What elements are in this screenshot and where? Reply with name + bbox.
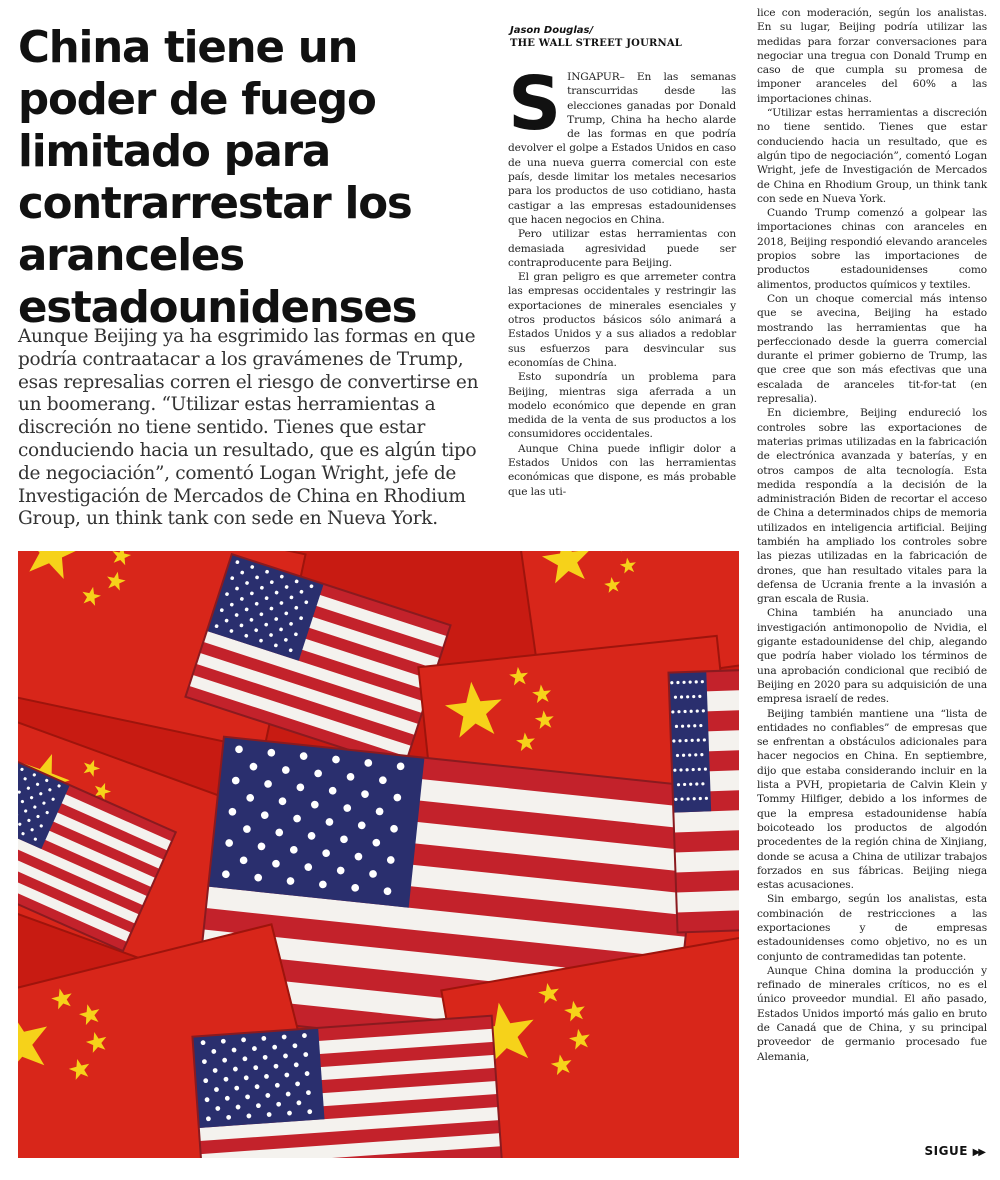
- paragraph: lice con moderación, según los analistas. En su lugar, Beijing podría utilizar las medidas para forzar conversaciones para negociar una tregua con Donald Trump en caso de que cumpla su promesa de imponer aranceles del 60% a las importaciones chinas.: [757, 7, 987, 105]
- article-column-1: [508, 61, 736, 499]
- flags-illustration: [18, 551, 739, 1158]
- continue-label: SIGUE: [924, 1144, 968, 1158]
- paragraph: En diciembre, Beijing endureció los controles sobre las exportaciones de materias primas utilizadas en la fabricación de electrónica avanzada y baterías, y en otros campos de alta tecnología. Esta medida respondía a la decisión de la administración Biden de recortar el acceso de China a determinados chips de memoria utilizados en inteligencia artificial. Beijing también ha ampliado los controles sobre las piezas utilizadas en la fabricación de drones, que han resultado vitales para la defensa de Ucrania frente a la invasión a gran escala de Rusia.: [757, 407, 987, 606]
- paragraph: INGAPUR– En las semanas transcurridas desde las elecciones ganadas por Donald Trump, China ha hecho alarde de las formas en que podría devolver el golpe a Estados Unidos en caso de una nueva guerra comercial con este país, desde limitar los metales necesarios para los productos de uso cotidiano, hasta castigar a las empresas estadounidenses que hacen negocios en China.: [508, 71, 736, 226]
- usa-flag: [192, 1016, 503, 1158]
- paragraph: Cuando Trump comenzó a golpear las importaciones chinas con aranceles en 2018, Beijing respondió elevando aranceles propios sobre las importaciones de productos estadounidenses como alimentos, productos químicos y textiles.: [757, 207, 987, 291]
- paragraph: “Utilizar estas herramientas a discreción no tiene sentido. Tienes que estar conduciendo hacia un resultado, que es algún tipo de negociación”, comentó Logan Wright, jefe de Investigación de Mercados de China en Rhodium Group, un think tank con sede en Nueva York.: [757, 107, 987, 205]
- paragraph: Con un choque comercial más intenso que se avecina, Beijing ha estado mostrando las herramientas que ha perfeccionado desde la guerra comercial durante el primer gobierno de Trump, las que cree que son más efectivas que una escalada de aranceles tit-for-tat (en represalia).: [757, 292, 987, 406]
- paragraph: Pero utilizar estas herramientas con demasiada agresividad puede ser contraproducente para Beijing.: [508, 228, 736, 269]
- flags-photo: [18, 551, 739, 1158]
- continue-indicator: [925, 1144, 984, 1158]
- paragraph: Aunque China puede infligir dolor a Estados Unidos con las herramientas económicas que dispone, es más probable que las uti-: [508, 442, 736, 498]
- byline: [510, 24, 730, 50]
- article-column-2: [757, 6, 987, 1064]
- paragraph: El gran peligro es que arremeter contra las empresas occidentales y restringir las exportaciones de minerales esenciales y otros productos básicos sólo animará a Estados Unidos y a sus aliados a redoblar sus esfuerzos para desvincular sus economías de China.: [508, 271, 736, 369]
- byline-author: Jason Douglas/: [510, 25, 594, 36]
- paragraph: Aunque China domina la producción y refinado de minerales críticos, no es el único proveedor mundial. El año pasado, Estados Unidos importó más galio en bruto de Canadá que de China, y su principal proveedor de germanio procesado fue Alemania,: [757, 964, 987, 1063]
- continue-arrows-icon: ▶▶: [972, 1147, 984, 1158]
- usa-flag: [668, 670, 739, 933]
- byline-publication: THE WALL STREET JOURNAL: [510, 38, 683, 49]
- deck-summary: Aunque Beijing ya ha esgrimido las formas en que podría contraatacar a los gravámenes de Trump, esas represalias corren el riesgo de convertirse en un boomerang. “Utilizar estas herramientas a discreción no tiene sentido. Tienes que estar conduciendo hacia un resultado, que es algún tipo de negociación”, comentó Logan Wright, jefe de Investigación de Mercados de China en Rhodium Group, un think tank con sede en Nueva York.: [18, 326, 479, 530]
- headline: China tiene un poder de fuego limitado para contrarrestar los aranceles estadounidenses: [18, 23, 417, 333]
- drop-cap: S: [508, 61, 562, 147]
- paragraph: Beijing también mantiene una “lista de entidades no confiables” de empresas que se enfrentan a obstáculos adicionales para hacer negocios en China. En septiembre, dijo que estaba considerando incluir en la lista a PVH, propietaria de Calvin Klein y Tommy Hilfiger, debido a los informes de que la empresa estadounidense había boicoteado los productos de algodón procedentes de la región china de Xinjiang, donde se acusa a China de utilizar trabajos forzados en sus fábricas. Beijing niega estas acusaciones.: [757, 707, 987, 892]
- paragraph: Esto supondría un problema para Beijing, mientras siga aferrada a un modelo económico que depende en gran medida de la venta de sus productos a los consumidores occidentales.: [508, 371, 736, 441]
- paragraph: China también ha anunciado una investigación antimonopolio de Nvidia, el gigante estadounidense del chip, alegando que podría haber violado los términos de una aprobación condicional que recibió de Beijing en 2020 para su adquisición de una empresa israelí de redes.: [757, 607, 987, 706]
- paragraph: Sin embargo, según los analistas, esta combinación de restricciones a las exportaciones y de empresas estadounidenses como objetivo, no es un conjunto de contramedidas tan potente.: [757, 893, 987, 963]
